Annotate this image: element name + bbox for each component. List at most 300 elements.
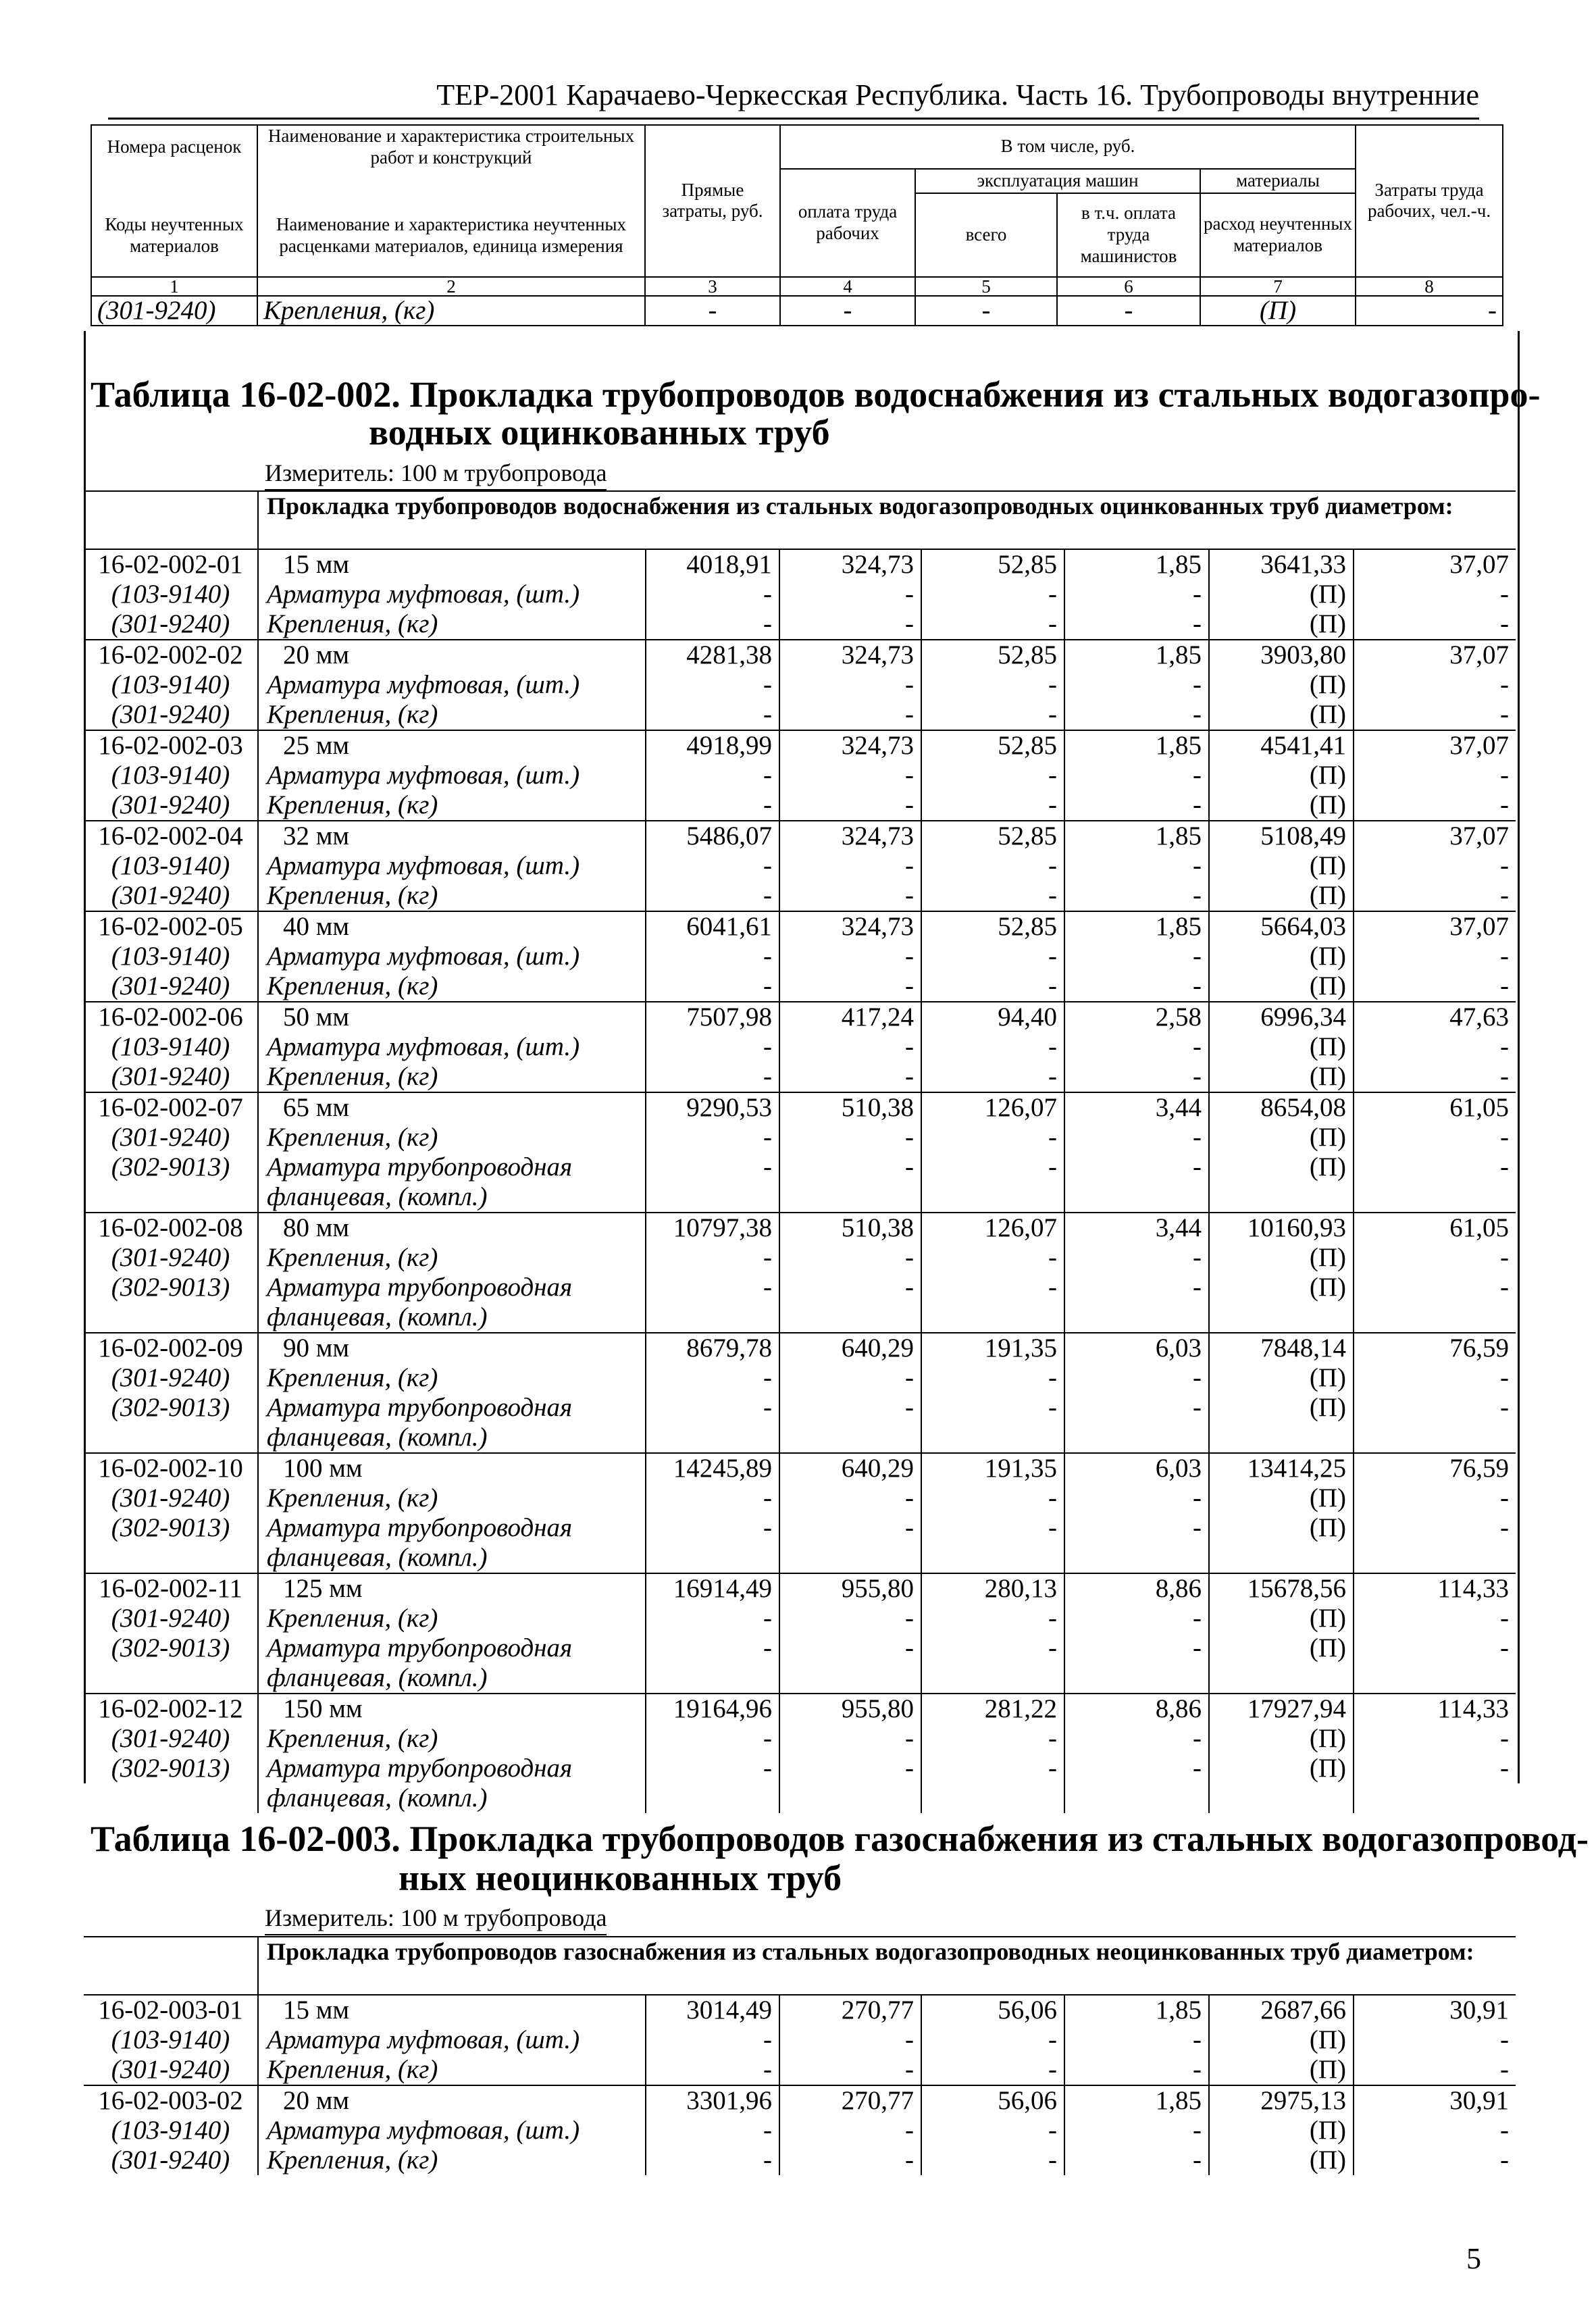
rate-code: 16-02-002-10	[84, 1453, 258, 1483]
dash-c5: -	[921, 942, 1064, 971]
dash-c8: -	[1354, 1032, 1516, 1062]
material-row	[84, 1062, 1516, 1092]
value-c8: 30,91	[1354, 1995, 1516, 2025]
material-code: (103-9140)	[111, 942, 230, 971]
dash-c4: -	[779, 1123, 921, 1152]
dash-c4: -	[779, 700, 921, 730]
pipe-diameter: 15 мм	[258, 1995, 646, 2025]
value-c7: 17927,94	[1209, 1694, 1354, 1724]
table-row	[84, 1333, 1516, 1363]
material-mark: (П)	[1209, 1393, 1354, 1423]
dash-c5: -	[921, 2116, 1064, 2145]
empty-cell	[1209, 1543, 1354, 1573]
value-c5: 52,85	[921, 730, 1064, 761]
note-spacer	[84, 491, 258, 549]
empty-cell	[1209, 1663, 1354, 1694]
dash-c6: -	[1064, 1604, 1209, 1633]
dash-c4: -	[779, 971, 921, 1002]
first-row-c6: -	[1057, 296, 1200, 326]
material-code: (301-9240)	[111, 1363, 230, 1392]
value-c8: 76,59	[1354, 1333, 1516, 1363]
material-code: (301-9240)	[111, 2055, 230, 2084]
material-name: Крепления, (кг)	[258, 2145, 646, 2175]
pipe-diameter: 125 мм	[258, 1573, 646, 1604]
value-c4: 270,77	[779, 1995, 921, 2025]
value-c7: 8654,08	[1209, 1092, 1354, 1123]
dash-c5: -	[921, 881, 1064, 911]
value-c4: 510,38	[779, 1213, 921, 1243]
empty-cell	[646, 1543, 779, 1573]
value-c4: 417,24	[779, 1002, 921, 1032]
material-name: Крепления, (кг)	[258, 881, 646, 911]
value-c4: 324,73	[779, 640, 921, 670]
rate-code: 16-02-003-01	[84, 1995, 258, 2025]
dash-c6: -	[1064, 580, 1209, 609]
value-c5: 52,85	[921, 911, 1064, 942]
column-header-table	[91, 124, 1503, 326]
value-c5: 281,22	[921, 1694, 1064, 1724]
material-row	[84, 1393, 1516, 1423]
material-mark: (П)	[1209, 971, 1354, 1002]
value-c7: 6996,34	[1209, 1002, 1354, 1032]
col2-top: Наименование и характеристика строительных работ и конструкций	[257, 125, 645, 169]
value-c3: 4018,91	[646, 549, 779, 580]
dash-c3: -	[646, 1123, 779, 1152]
table-note: Прокладка трубопроводов газоснабжения из стальных водогазопроводных неоцинкованных труб диаметром:	[258, 1937, 1516, 1995]
dash-c5: -	[921, 1152, 1064, 1182]
value-c6: 6,03	[1064, 1333, 1209, 1363]
table-row	[84, 1995, 1516, 2025]
incl-header: В том числе, руб.	[780, 125, 1356, 169]
col-number: 5	[915, 277, 1057, 296]
material-name: Крепления, (кг)	[258, 1483, 646, 1513]
table-row	[84, 549, 1516, 580]
material-code: (301-9240)	[111, 1243, 230, 1272]
table-row	[84, 821, 1516, 851]
material-code-empty	[84, 1663, 258, 1694]
empty-cell	[779, 1182, 921, 1213]
rate-code: 16-02-002-06	[84, 1002, 258, 1032]
dash-c6: -	[1064, 700, 1209, 730]
value-c3: 10797,38	[646, 1213, 779, 1243]
material-code: (301-9240)	[111, 1604, 230, 1633]
table-note-row	[84, 1937, 1516, 1995]
value-c7: 5108,49	[1209, 821, 1354, 851]
dash-c4: -	[779, 1724, 921, 1754]
value-c7: 3641,33	[1209, 549, 1354, 580]
material-code-empty	[84, 1182, 258, 1213]
dash-c8: -	[1354, 2025, 1516, 2055]
value-c7: 13414,25	[1209, 1453, 1354, 1483]
material-mark: (П)	[1209, 1513, 1354, 1543]
value-c8: 37,07	[1354, 549, 1516, 580]
dash-c3: -	[646, 670, 779, 700]
dash-c6: -	[1064, 670, 1209, 700]
material-mark: (П)	[1209, 942, 1354, 971]
dash-c4: -	[779, 1513, 921, 1543]
table-row	[84, 1573, 1516, 1604]
value-c6: 6,03	[1064, 1453, 1209, 1483]
dash-c5: -	[921, 2145, 1064, 2175]
material-row	[84, 580, 1516, 609]
dash-c8: -	[1354, 942, 1516, 971]
empty-cell	[646, 1783, 779, 1813]
col6-header: в т.ч. оплата труда машинистов	[1057, 193, 1200, 277]
empty-cell	[1209, 1182, 1354, 1213]
value-c8: 114,33	[1354, 1573, 1516, 1604]
value-c3: 19164,96	[646, 1694, 779, 1724]
dash-c6: -	[1064, 1633, 1209, 1663]
value-c5: 191,35	[921, 1333, 1064, 1363]
rate-code: 16-02-002-12	[84, 1694, 258, 1724]
empty-cell	[646, 1182, 779, 1213]
dash-c3: -	[646, 1032, 779, 1062]
empty-cell	[1064, 1543, 1209, 1573]
material-code: (301-9240)	[111, 700, 230, 729]
material-code: (103-9140)	[111, 851, 230, 880]
value-c8: 37,07	[1354, 640, 1516, 670]
material-mark: (П)	[1209, 700, 1354, 730]
empty-cell	[1354, 1663, 1516, 1694]
dash-c5: -	[921, 761, 1064, 790]
dash-c6: -	[1064, 2055, 1209, 2085]
value-c4: 955,80	[779, 1573, 921, 1604]
value-c4: 955,80	[779, 1694, 921, 1724]
value-c6: 8,86	[1064, 1573, 1209, 1604]
material-code: (301-9240)	[111, 1062, 230, 1091]
dash-c3: -	[646, 1062, 779, 1092]
value-c4: 324,73	[779, 730, 921, 761]
pipe-diameter: 40 мм	[258, 911, 646, 942]
material-code-empty	[84, 1783, 258, 1813]
dash-c5: -	[921, 851, 1064, 881]
value-c7: 5664,03	[1209, 911, 1354, 942]
dash-c3: -	[646, 790, 779, 821]
dash-c6: -	[1064, 1483, 1209, 1513]
value-c7: 10160,93	[1209, 1213, 1354, 1243]
dash-c8: -	[1354, 1754, 1516, 1783]
empty-cell	[921, 1302, 1064, 1333]
value-c5: 56,06	[921, 1995, 1064, 2025]
material-mark: (П)	[1209, 1062, 1354, 1092]
dash-c3: -	[646, 851, 779, 881]
material-mark: (П)	[1209, 1273, 1354, 1302]
value-c3: 6041,61	[646, 911, 779, 942]
empty-cell	[1209, 1783, 1354, 1813]
material-name: Арматура муфтовая, (шт.)	[258, 2025, 646, 2055]
dash-c3: -	[646, 1273, 779, 1302]
value-c6: 1,85	[1064, 730, 1209, 761]
material-row	[84, 1123, 1516, 1152]
material-name: Крепления, (кг)	[258, 1123, 646, 1152]
material-name-cont: фланцевая, (компл.)	[258, 1302, 646, 1333]
rate-code: 16-02-002-11	[84, 1573, 258, 1604]
material-row	[84, 971, 1516, 1002]
dash-c6: -	[1064, 1724, 1209, 1754]
dash-c3: -	[646, 971, 779, 1002]
dash-c4: -	[779, 2116, 921, 2145]
value-c3: 3014,49	[646, 1995, 779, 2025]
dash-c5: -	[921, 2025, 1064, 2055]
material-code: (103-9140)	[111, 580, 230, 609]
material-code-empty	[84, 1302, 258, 1333]
value-c3: 14245,89	[646, 1453, 779, 1483]
dash-c3: -	[646, 1152, 779, 1182]
table-row	[84, 911, 1516, 942]
first-row-name: Крепления, (кг)	[257, 296, 645, 326]
dash-c6: -	[1064, 1273, 1209, 1302]
material-name: Арматура муфтовая, (шт.)	[258, 761, 646, 790]
dash-c4: -	[779, 1604, 921, 1633]
dash-c8: -	[1354, 1243, 1516, 1273]
value-c5: 280,13	[921, 1573, 1064, 1604]
dash-c5: -	[921, 1062, 1064, 1092]
table-row	[84, 1694, 1516, 1724]
col-number: 2	[257, 277, 645, 296]
material-mark: (П)	[1209, 1152, 1354, 1182]
dash-c3: -	[646, 700, 779, 730]
material-row-cont	[84, 1182, 1516, 1213]
dash-c5: -	[921, 1123, 1064, 1152]
dash-c3: -	[646, 1363, 779, 1393]
value-c4: 510,38	[779, 1092, 921, 1123]
col2-bottom: Наименование и характеристика неучтенных расценками материалов, единица измерения	[257, 169, 645, 277]
dash-c5: -	[921, 1032, 1064, 1062]
material-name: Арматура муфтовая, (шт.)	[258, 580, 646, 609]
material-mark: (П)	[1209, 1483, 1354, 1513]
col-number: 7	[1200, 277, 1356, 296]
material-name: Крепления, (кг)	[258, 1363, 646, 1393]
pipe-diameter: 20 мм	[258, 640, 646, 670]
pipe-diameter: 15 мм	[258, 549, 646, 580]
material-mark: (П)	[1209, 1363, 1354, 1393]
table2-title-line2: водных оцинкованных труб	[369, 412, 830, 453]
material-row	[84, 609, 1516, 640]
material-mark: (П)	[1209, 1243, 1354, 1273]
material-code: (302-9013)	[111, 1152, 230, 1181]
value-c5: 94,40	[921, 1002, 1064, 1032]
material-row	[84, 851, 1516, 881]
dash-c3: -	[646, 1513, 779, 1543]
col5-header: всего	[915, 193, 1057, 277]
empty-cell	[1064, 1783, 1209, 1813]
value-c3: 16914,49	[646, 1573, 779, 1604]
material-name: Крепления, (кг)	[258, 790, 646, 821]
dash-c8: -	[1354, 971, 1516, 1002]
rate-code: 16-02-002-08	[84, 1213, 258, 1243]
material-row	[84, 1513, 1516, 1543]
material-row	[84, 1243, 1516, 1273]
material-row	[84, 1273, 1516, 1302]
dash-c6: -	[1064, 1062, 1209, 1092]
empty-cell	[1354, 1423, 1516, 1453]
material-code: (301-9240)	[111, 1123, 230, 1152]
table3-title-line1: Таблица 16-02-003. Прокладка трубопроводов газоснабжения из стальных водогазопровод-	[91, 1819, 1589, 1859]
empty-cell	[1064, 1423, 1209, 1453]
material-row	[84, 761, 1516, 790]
rate-code: 16-02-003-02	[84, 2085, 258, 2116]
table-row	[84, 2085, 1516, 2116]
dash-c8: -	[1354, 1062, 1516, 1092]
material-name: Крепления, (кг)	[258, 1243, 646, 1273]
value-c6: 1,85	[1064, 1995, 1209, 2025]
dash-c8: -	[1354, 881, 1516, 911]
dash-c8: -	[1354, 1123, 1516, 1152]
material-mark: (П)	[1209, 761, 1354, 790]
dash-c6: -	[1064, 790, 1209, 821]
material-mark: (П)	[1209, 609, 1354, 640]
rate-code: 16-02-002-09	[84, 1333, 258, 1363]
dash-c8: -	[1354, 2145, 1516, 2175]
dash-c8: -	[1354, 1393, 1516, 1423]
value-c5: 56,06	[921, 2085, 1064, 2116]
dash-c5: -	[921, 1754, 1064, 1783]
value-c6: 8,86	[1064, 1694, 1209, 1724]
material-row-cont	[84, 1543, 1516, 1573]
material-row-cont	[84, 1302, 1516, 1333]
empty-cell	[1064, 1663, 1209, 1694]
dash-c4: -	[779, 580, 921, 609]
empty-cell	[1064, 1302, 1209, 1333]
value-c4: 324,73	[779, 821, 921, 851]
material-mark: (П)	[1209, 580, 1354, 609]
first-row-c4: -	[780, 296, 915, 326]
value-c6: 3,44	[1064, 1213, 1209, 1243]
dash-c6: -	[1064, 1754, 1209, 1783]
dash-c6: -	[1064, 1243, 1209, 1273]
dash-c6: -	[1064, 761, 1209, 790]
material-code: (301-9240)	[111, 790, 230, 819]
empty-cell	[1354, 1302, 1516, 1333]
value-c3: 5486,07	[646, 821, 779, 851]
dash-c6: -	[1064, 609, 1209, 640]
dash-c4: -	[779, 1273, 921, 1302]
material-code: (301-9240)	[111, 609, 230, 638]
material-code: (103-9140)	[111, 761, 230, 790]
material-name-cont: фланцевая, (компл.)	[258, 1663, 646, 1694]
dash-c4: -	[779, 1483, 921, 1513]
value-c4: 324,73	[779, 549, 921, 580]
material-mark: (П)	[1209, 1724, 1354, 1754]
table-row	[84, 730, 1516, 761]
empty-cell	[1209, 1302, 1354, 1333]
dash-c5: -	[921, 1513, 1064, 1543]
materials-header: материалы	[1200, 169, 1356, 193]
dash-c4: -	[779, 1633, 921, 1663]
page-header	[108, 76, 1479, 120]
dash-c5: -	[921, 700, 1064, 730]
material-mark: (П)	[1209, 2025, 1354, 2055]
dash-c4: -	[779, 2145, 921, 2175]
table-note-row	[84, 491, 1516, 549]
value-c7: 15678,56	[1209, 1573, 1354, 1604]
material-row-cont	[84, 1663, 1516, 1694]
dash-c6: -	[1064, 2116, 1209, 2145]
material-row-cont	[84, 1423, 1516, 1453]
dash-c4: -	[779, 942, 921, 971]
pipe-diameter: 100 мм	[258, 1453, 646, 1483]
material-code: (302-9013)	[111, 1513, 230, 1542]
material-code: (302-9013)	[111, 1393, 230, 1422]
dash-c4: -	[779, 761, 921, 790]
rate-code: 16-02-002-01	[84, 549, 258, 580]
pipe-diameter: 65 мм	[258, 1092, 646, 1123]
value-c4: 640,29	[779, 1333, 921, 1363]
material-row	[84, 790, 1516, 821]
material-mark: (П)	[1209, 670, 1354, 700]
value-c8: 76,59	[1354, 1453, 1516, 1483]
material-row	[84, 2055, 1516, 2085]
material-code: (302-9013)	[111, 1273, 230, 1302]
table2-meter-text: Измеритель: 100 м трубопровода	[265, 458, 607, 490]
material-mark: (П)	[1209, 2145, 1354, 2175]
value-c3: 7507,98	[646, 1002, 779, 1032]
material-name: Крепления, (кг)	[258, 609, 646, 640]
material-code: (301-9240)	[111, 2145, 230, 2175]
dash-c5: -	[921, 1604, 1064, 1633]
col-number: 8	[1356, 277, 1503, 296]
material-mark: (П)	[1209, 851, 1354, 881]
dash-c4: -	[779, 1393, 921, 1423]
value-c7: 7848,14	[1209, 1333, 1354, 1363]
material-code: (103-9140)	[111, 670, 230, 699]
value-c5: 126,07	[921, 1092, 1064, 1123]
material-row	[84, 1724, 1516, 1754]
material-code: (103-9140)	[111, 2116, 230, 2145]
rate-code: 16-02-002-02	[84, 640, 258, 670]
dash-c6: -	[1064, 971, 1209, 1002]
dash-c3: -	[646, 1483, 779, 1513]
dash-c4: -	[779, 670, 921, 700]
dash-c8: -	[1354, 1152, 1516, 1182]
col3-header: Прямые затраты, руб.	[645, 125, 780, 277]
empty-cell	[646, 1423, 779, 1453]
material-name: Крепления, (кг)	[258, 1724, 646, 1754]
value-c8: 37,07	[1354, 730, 1516, 761]
dash-c5: -	[921, 1724, 1064, 1754]
dash-c3: -	[646, 2055, 779, 2085]
material-name: Арматура трубопроводная	[258, 1754, 646, 1783]
dash-c3: -	[646, 2025, 779, 2055]
first-row-c7: (П)	[1200, 296, 1356, 326]
value-c5: 52,85	[921, 640, 1064, 670]
material-name-cont: фланцевая, (компл.)	[258, 1783, 646, 1813]
empty-cell	[921, 1543, 1064, 1573]
material-name: Арматура трубопроводная	[258, 1273, 646, 1302]
dash-c4: -	[779, 851, 921, 881]
dash-c4: -	[779, 1243, 921, 1273]
material-name: Крепления, (кг)	[258, 2055, 646, 2085]
empty-cell	[779, 1783, 921, 1813]
material-row	[84, 881, 1516, 911]
dash-c3: -	[646, 609, 779, 640]
value-c6: 1,85	[1064, 2085, 1209, 2116]
dash-c5: -	[921, 1363, 1064, 1393]
col-number: 1	[91, 277, 257, 296]
value-c7: 3903,80	[1209, 640, 1354, 670]
empty-cell	[779, 1663, 921, 1694]
material-name: Крепления, (кг)	[258, 1604, 646, 1633]
dash-c8: -	[1354, 700, 1516, 730]
dash-c5: -	[921, 790, 1064, 821]
rate-code: 16-02-002-03	[84, 730, 258, 761]
material-name: Арматура трубопроводная	[258, 1393, 646, 1423]
material-mark: (П)	[1209, 2055, 1354, 2085]
value-c6: 1,85	[1064, 549, 1209, 580]
material-row	[84, 670, 1516, 700]
rate-code: 16-02-002-05	[84, 911, 258, 942]
value-c3: 4918,99	[646, 730, 779, 761]
